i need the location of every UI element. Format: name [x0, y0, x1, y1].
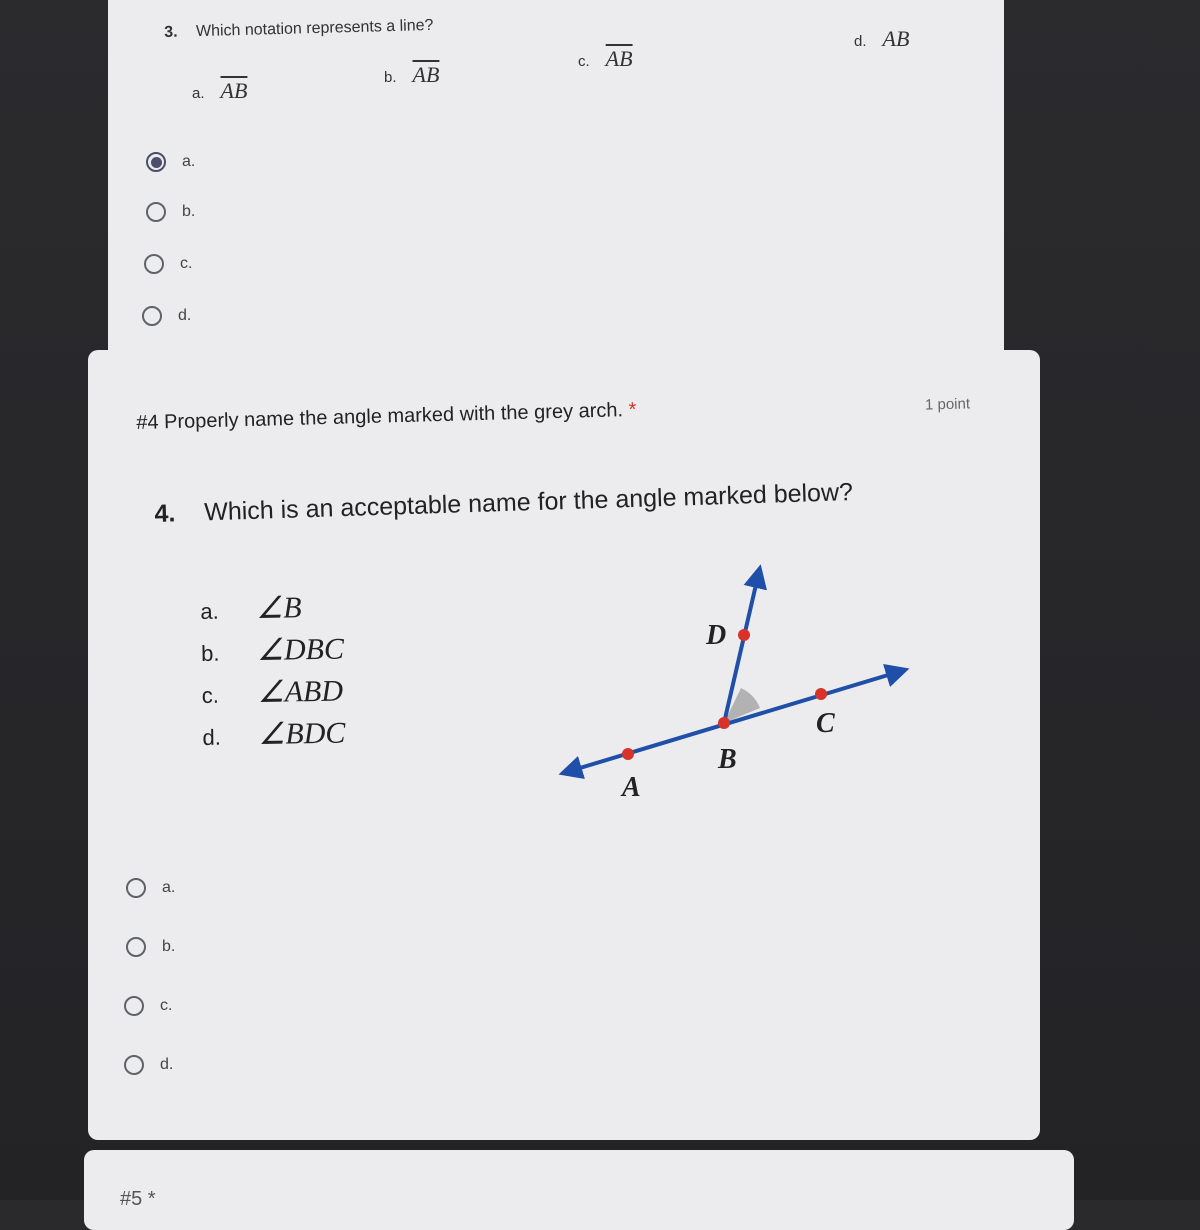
- radio-icon[interactable]: [146, 202, 166, 222]
- q3-option-d[interactable]: d.: [142, 306, 191, 326]
- radio-icon[interactable]: [142, 306, 162, 326]
- radio-icon[interactable]: [126, 878, 146, 898]
- q3-option-b[interactable]: b.: [146, 202, 195, 222]
- q3-option-c[interactable]: c.: [144, 254, 192, 274]
- radio-icon[interactable]: [124, 1055, 144, 1075]
- points-label: 1 point: [924, 395, 971, 414]
- q4-choice-a: a. ∠B: [200, 591, 302, 626]
- q3-option-a[interactable]: a.: [146, 152, 195, 172]
- q3-question: [164, 17, 434, 42]
- label-b: B: [718, 744, 737, 775]
- radio-icon[interactable]: [126, 937, 146, 957]
- radio-icon[interactable]: [144, 254, 164, 274]
- q4-choice-b: b. ∠DBC: [200, 632, 345, 668]
- q3-number: 3.: [164, 23, 178, 41]
- q4-question-text: Which is an acceptable name for the angle marked below?: [203, 478, 854, 527]
- q4-title: #4 Properly name the angle marked with the grey arch. *: [136, 398, 637, 434]
- notation-option-a: a. $\overline{AB}$: [192, 78, 248, 103]
- point-b: [718, 717, 730, 729]
- q4-choice-c: c. ∠ABD: [201, 674, 344, 710]
- q4-option-d[interactable]: d.: [124, 1055, 173, 1075]
- notation-option-c: c. $\overline{AB}$: [578, 46, 633, 71]
- radio-checked-icon[interactable]: [146, 152, 166, 172]
- label-d: D: [706, 620, 727, 651]
- label-a: A: [622, 772, 641, 800]
- angle-diagram: [548, 560, 948, 800]
- q4-option-b[interactable]: b.: [126, 937, 175, 957]
- q5-title: #5 *: [120, 1188, 156, 1210]
- question-card-4: [88, 350, 1040, 1140]
- notation-option-b: b. $\overline{AB}$: [384, 62, 440, 87]
- q4-choice-d: d. ∠BDC: [202, 716, 346, 751]
- q4-question: [154, 478, 853, 529]
- q4-option-a[interactable]: a.: [126, 878, 175, 898]
- radio-icon[interactable]: [124, 996, 144, 1016]
- question-card-3: [108, 0, 1004, 372]
- q4-number: 4.: [154, 499, 176, 528]
- label-c: C: [816, 708, 835, 739]
- required-asterisk: *: [628, 398, 637, 422]
- q3-text: Which notation represents a line?: [195, 16, 434, 41]
- q4-option-c[interactable]: c.: [124, 996, 172, 1016]
- notation-option-d: d. AB: [854, 26, 910, 51]
- point-d: [738, 629, 750, 641]
- question-card-5: [84, 1150, 1074, 1230]
- point-c: [815, 688, 827, 700]
- point-a: [622, 748, 634, 760]
- q4-choice-list: [200, 590, 346, 760]
